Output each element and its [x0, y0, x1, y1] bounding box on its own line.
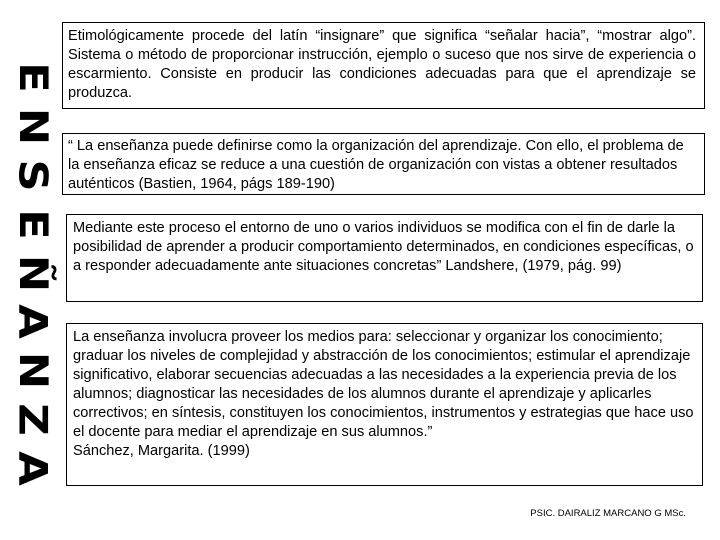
author-footer: PSIC. DAIRALIZ MARCANO G MSc. — [530, 508, 686, 519]
definition-box-bastien — [62, 133, 705, 195]
box-text: La enseñanza involucra proveer los medios para: seleccionar y organizar los conocimiento; graduar los niveles de complejidad y abstracción de los conocimientos; estimular el aprendizaje significativo, elaborar secuencias adecuadas a las necesidades a la experiencia previa de los alumnos; diagnosticar las necesidades de los alumnos durante el aprendizaje y aplicarles correctivos; en síntesis, constituyen los conocimientos, instrumentos y estrategias que hace uso el docente para mediar el aprendizaje en sus alumnos.” — [73, 329, 694, 440]
box-text: “ La enseñanza puede definirse como la organización del aprendizaje. Con ello, el problema de la enseñanza eficaz se reduce a una cuestión de organización con vistas a obtener resultados auténticos (Bastien, 1964, págs 189-190) — [68, 138, 684, 192]
title-letter: Ñ — [9, 254, 55, 292]
title-letter: S — [9, 159, 55, 192]
definition-box-etymology — [62, 22, 705, 109]
vertical-title — [9, 58, 55, 488]
definition-box-sanchez — [66, 323, 703, 486]
box-text: Mediante este proceso el entorno de uno o varios individuos se modifica con el fin de darle la posibilidad de aprender a producir comportamiento determinados, en condiciones específicas, o a responder adecuadamente ante situaciones concretas” Landshere, (1979, pág. 99) — [73, 220, 694, 274]
title-letter: E — [9, 208, 55, 240]
title-letter: N — [9, 107, 55, 146]
title-letter: N — [9, 351, 55, 390]
definition-box-landshere — [66, 214, 703, 302]
title-letter: Z — [9, 403, 55, 436]
box-text: Etimológicamente procede del latín “insignare” que significa “señalar hacia”, “mostrar algo”. Sistema o método de proporcionar instrucción, ejemplo o suceso que nos sirve de experiencia o escarmiento. Consiste en producir las condiciones adecuadas para que el aprendizaje se produzca. — [68, 28, 696, 101]
box-citation: Sánchez, Margarita. (1999) — [73, 443, 250, 459]
title-letter: E — [9, 62, 55, 93]
title-letter: A — [9, 451, 55, 486]
title-letter: A — [9, 304, 55, 340]
